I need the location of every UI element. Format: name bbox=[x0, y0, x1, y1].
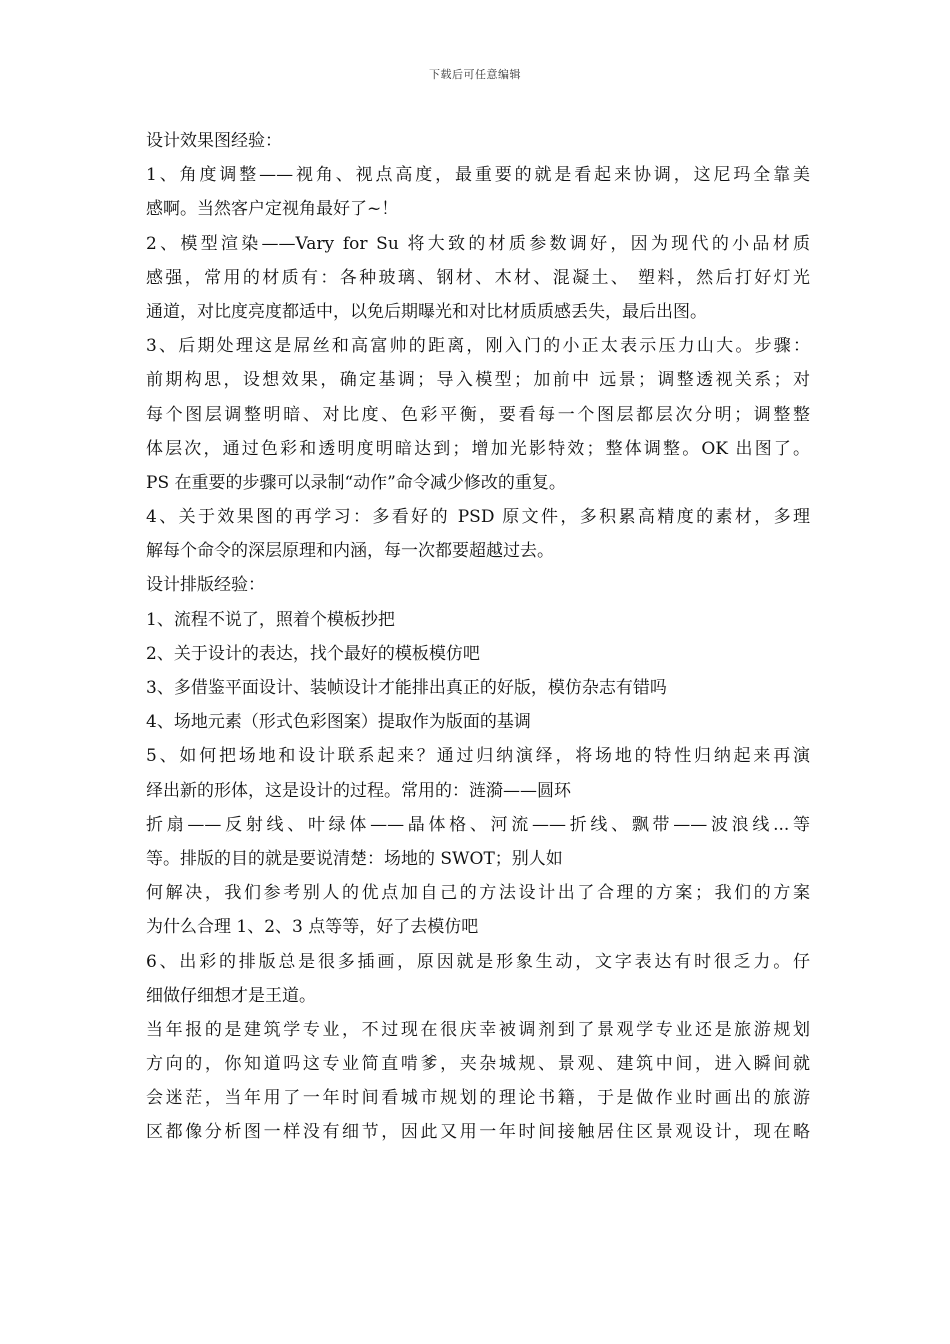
text-line: 1、角度调整——视角、视点高度，最重要的就是看起来协调，这尼玛全靠美 bbox=[146, 165, 810, 186]
text-line: 感啊。当然客户定视角最好了~！ bbox=[146, 199, 399, 220]
text-line: 何解决，我们参考别人的优点加自己的方法设计出了合理的方案；我们的方案 bbox=[146, 883, 810, 904]
text-line: 2、模型渲染——Vary for Su 将大致的材质参数调好，因为现代的小品材质 bbox=[146, 233, 810, 254]
text-line: 细做仔细想才是王道。 bbox=[146, 985, 316, 1006]
text-line: 等。排版的目的就是要说清楚：场地的 SWOT；别人如 bbox=[146, 848, 563, 869]
text-line: 当年报的是建筑学专业，不过现在很庆幸被调剂到了景观学专业还是旅游规划 bbox=[146, 1019, 810, 1040]
text-line: 会迷茫，当年用了一年时间看城市规划的理论书籍，于是做作业时画出的旅游 bbox=[146, 1088, 810, 1109]
text-line: 5、如何把场地和设计联系起来？通过归纳演绎，将场地的特性归纳起来再演 bbox=[146, 746, 810, 767]
text-line: 3、多借鉴平面设计、装帧设计才能排出真正的好版，模仿杂志有错吗 bbox=[146, 678, 667, 698]
text-line: 为什么合理 1、2、3 点等等，好了去模仿吧 bbox=[146, 917, 479, 938]
text-line: 解每个命令的深层原理和内涵，每一次都要超越过去。 bbox=[146, 541, 554, 562]
text-line: 设计效果图经验： bbox=[146, 131, 282, 151]
text-line: 设计排版经验： bbox=[146, 575, 265, 596]
text-line: 3、后期处理这是屌丝和高富帅的距离，刚入门的小正太表示压力山大。步骤： bbox=[146, 336, 810, 357]
text-line: 前期构思，设想效果，确定基调；导入模型；加前中 远景；调整透视关系；对 bbox=[146, 370, 810, 391]
document-body bbox=[146, 124, 810, 1150]
page-header: 下载后可任意编辑 bbox=[429, 68, 521, 81]
text-line: 1、流程不说了，照着个模板抄把 bbox=[146, 609, 395, 630]
text-line: 每个图层调整明暗、对比度、色彩平衡，要看每一个图层都层次分明；调整整 bbox=[146, 404, 810, 425]
text-line: 绎出新的形体，这是设计的过程。常用的：涟漪——圆环 bbox=[146, 780, 571, 801]
text-line: 感强，常用的材质有：各种玻璃、钢材、木材、混凝土、 塑料，然后打好灯光 bbox=[146, 267, 810, 288]
text-line: 方向的，你知道吗这专业简直啃爹，夹杂城规、景观、建筑中间，进入瞬间就 bbox=[146, 1054, 810, 1075]
text-line: 体层次，通过色彩和透明度明暗达到；增加光影特效；整体调整。OK 出图了。 bbox=[146, 438, 810, 459]
text-line: 4、场地元素（形式色彩图案）提取作为版面的基调 bbox=[146, 712, 531, 733]
text-line: PS 在重要的步骤可以录制“动作”命令减少修改的重复。 bbox=[146, 472, 566, 493]
text-line: 2、关于设计的表达，找个最好的模板模仿吧 bbox=[146, 643, 480, 664]
text-line: 通道，对比度亮度都适中，以免后期曝光和对比材质质感丢失，最后出图。 bbox=[146, 301, 707, 322]
text-line: 区都像分析图一样没有细节，因此又用一年时间接触居住区景观设计，现在略 bbox=[146, 1122, 810, 1143]
text-line: 6、出彩的排版总是很多插画，原因就是形象生动，文字表达有时很乏力。仔 bbox=[146, 951, 810, 972]
text-line: 折扇——反射线、叶绿体——晶体格、河流——折线、飘带——波浪线...等 bbox=[146, 814, 810, 835]
text-line: 4、关于效果图的再学习：多看好的 PSD 原文件，多积累高精度的素材，多理 bbox=[146, 507, 810, 528]
